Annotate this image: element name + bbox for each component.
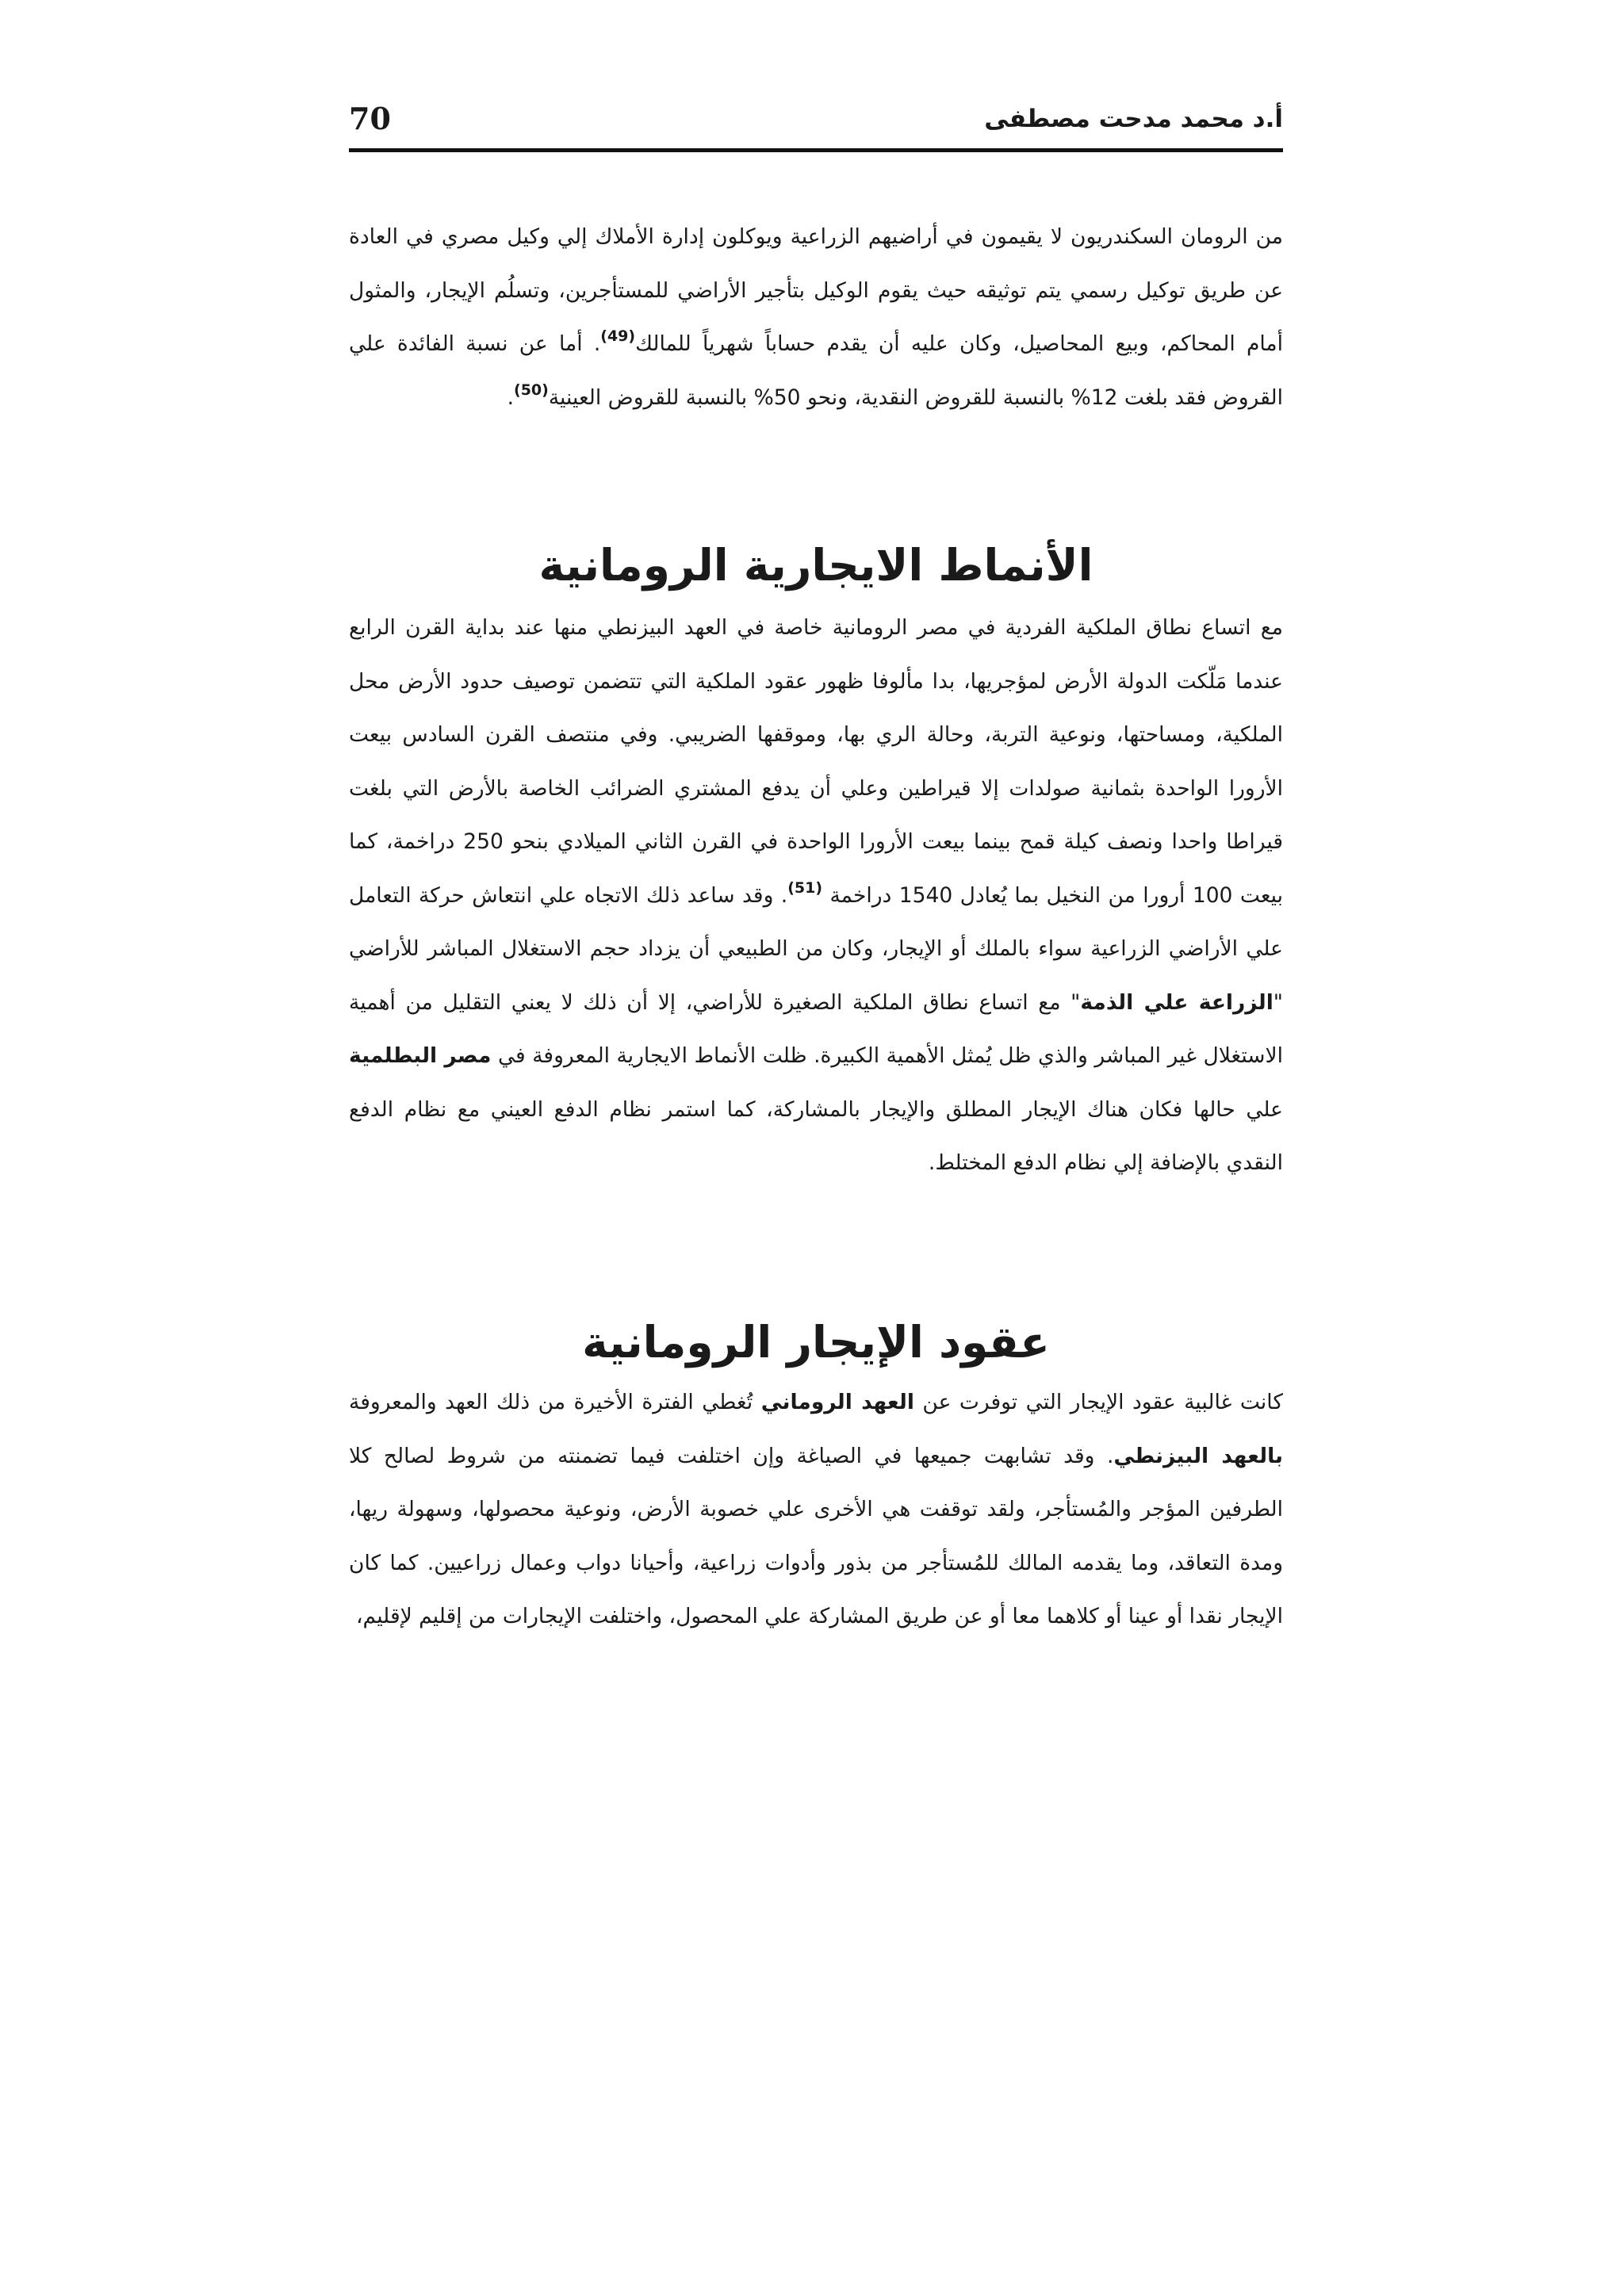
section-heading-rental-patterns: الأنماط الايجارية الرومانية xyxy=(538,540,1094,591)
paragraph-2-text-d: علي حالها فكان هناك الإيجار المطلق والإيجار بالمشاركة، كما استمر نظام الدفع العيني مع نظام الدفع النقدي بالإضافة إلي نظام الدفع المختلط. xyxy=(349,1096,1283,1175)
paragraph-1-text-c: . xyxy=(507,385,514,410)
paragraph-1 xyxy=(349,210,1283,424)
bold-term-byzantine-era: بالعهد البيزنطي xyxy=(1113,1443,1283,1468)
paragraph-2-text-a: مع اتساع نطاق الملكية الفردية في مصر الرومانية خاصة في العهد البيزنطي منها عند بداية القرن الرابع عندما مَلّكت الدولة الأرض لمؤجريها، بدا مألوفا ظهور عقود الملكية التي تتضمن توصيف حدود الأرض محل الملكية، ومساحتها، ونوعية التربة، وحالة الري بها، وموقفها الضريبي. وفي منتصف القرن السادس بيعت الأرورا الواحدة بثمانية صولدات إلا قيراطين وعلي أن يدفع المشتري الضرائب الخاصة بالأرض التي بلغت قيراطا واحدا ونصف كيلة قمح بينما بيعت الأرورا الواحدة في القرن الثاني الميلادي بنحو 250 دراخمة، كما بيعت 100 أرورا من النخيل بما يُعادل 1540 دراخمة xyxy=(349,615,1284,908)
paragraph-1-text-b: . أما عن نسبة الفائدة علي القروض فقد بلغت 12% بالنسبة للقروض النقدية، ونحو 50% بالنسبة للقروض العينية xyxy=(349,331,1283,410)
paragraph-2-text-b: . وقد ساعد ذلك الاتجاه علي انتعاش حركة التعامل علي الأراضي الزراعية سواء بالملك أو الإيجار، وكان من الطبيعي أن يزداد حجم الاستغلال المباشر للأراضي " xyxy=(349,882,1283,1015)
page-number: 70 xyxy=(349,101,391,136)
footnote-ref-51: (51) xyxy=(787,878,823,897)
paragraph-3-text-c: . وقد تشابهت جميعها في الصياغة وإن اختلفت فيما تضمنته من شروط لصالح كلا الطرفين المؤجر والمُستأجر، ولقد توقفت هي الأخرى علي خصوبة الأرض، ونوعية محصولها، وسهولة ريها، ومدة التعاقد، وما يقدمه المالك للمُستأجر من بذور وأدوات زراعية، وأحيانا دواب وعمال زراعيين. كما كان الإيجار نقدا أو عينا أو كلاهما معا أو عن طريق المشاركة علي المحصول، واختلفت الإيجارات من إقليم لإقليم، xyxy=(349,1443,1283,1628)
paragraph-1-text-a: من الرومان السكندريون لا يقيمون في أراضيهم الزراعية ويوكلون إدارة الأملاك إلي وكيل مصري في العادة عن طريق توكيل رسمي يتم توثيقه حيث يقوم الوكيل بتأجير الأراضي للمستأجرين، وتسلُم الإيجار، والمثول أمام المحاكم، وبيع المحاصيل، وكان عليه أن يقدم حساباً شهرياً للمالك xyxy=(349,224,1283,356)
paragraph-3-text-b: تُغطي الفترة الأخيرة من ذلك العهد والمعروفة xyxy=(349,1390,761,1414)
paragraph-2-text-c: " مع اتساع نطاق الملكية الصغيرة للأراضي، إلا أن ذلك لا يعني التقليل من أهمية الاستغلال غير المباشر والذي ظل يُمثل الأهمية الكبيرة. ظلت الأنماط الايجارية المعروفة في xyxy=(349,989,1283,1068)
paragraph-3 xyxy=(349,1376,1283,1644)
header-divider xyxy=(349,148,1283,152)
bold-term-ptolemaic-egypt: مصر البطلمية xyxy=(349,1043,492,1068)
footnote-ref-50: (50) xyxy=(514,381,549,399)
author-running-head: أ.د محمد مدحت مصطفى xyxy=(984,105,1283,133)
paragraph-3-text-a: كانت غالبية عقود الإيجار التي توفرت عن xyxy=(914,1390,1283,1414)
section-heading-roman-leases: عقود الإيجار الرومانية xyxy=(582,1317,1050,1368)
bold-term-farming-on-account: الزراعة علي الذمة xyxy=(1080,989,1274,1015)
paragraph-2 xyxy=(349,601,1283,1190)
page-header xyxy=(349,99,1283,148)
bold-term-roman-era: العهد الروماني xyxy=(760,1390,914,1414)
footnote-ref-49: (49) xyxy=(600,327,636,345)
